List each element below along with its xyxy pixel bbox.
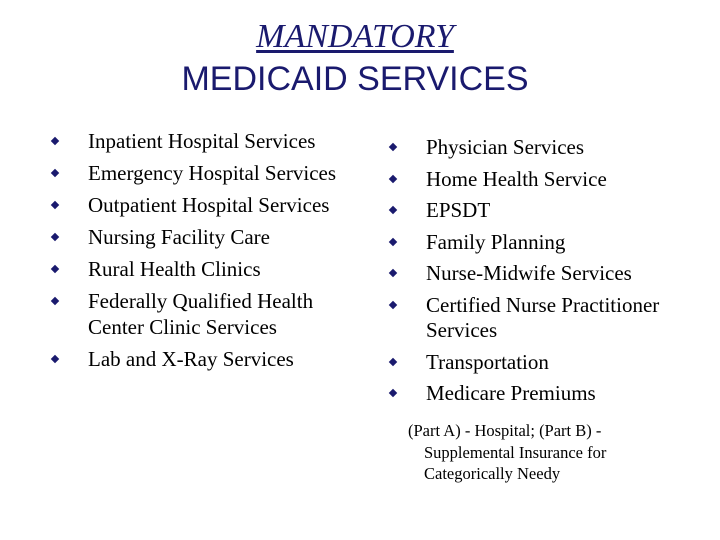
list-item-text: Physician Services <box>426 135 585 159</box>
diamond-bullet-icon <box>389 300 397 308</box>
list-item-text: Nurse-Midwife Services <box>426 261 632 285</box>
list-item-text: Nursing Facility Care <box>88 225 270 249</box>
list-item-text: Inpatient Hospital Services <box>88 129 316 153</box>
list-item <box>390 167 700 193</box>
list-item <box>390 198 700 224</box>
slide-title-line2 <box>0 60 720 99</box>
title-mandatory: MANDATORY <box>256 18 454 55</box>
list-item <box>52 289 352 340</box>
list-item-text: Certified Nurse Practitioner Services <box>426 292 660 342</box>
list-item-text: Home Health Service <box>426 166 607 191</box>
list-item-text: Federally Qualified Health Center Clinic Services <box>88 289 314 339</box>
diamond-bullet-icon <box>389 143 397 151</box>
diamond-bullet-icon <box>389 269 397 277</box>
medicare-premiums-note <box>408 420 698 484</box>
diamond-bullet-icon <box>51 297 59 305</box>
note-line-2: Supplemental Insurance for <box>424 443 607 462</box>
list-item <box>52 225 352 251</box>
list-item-text: Transportation <box>426 349 549 374</box>
list-item <box>52 347 352 373</box>
title-medicaid-services: MEDICAID SERVICES <box>181 60 529 98</box>
list-item <box>52 257 352 283</box>
list-item-text: Lab and X-Ray Services <box>88 346 294 371</box>
right-services-list <box>390 135 700 413</box>
list-item <box>390 381 700 407</box>
list-item <box>52 161 352 187</box>
list-item-text: Medicare Premiums <box>426 381 596 405</box>
diamond-bullet-icon <box>51 169 59 177</box>
list-item-text: EPSDT <box>426 198 491 222</box>
diamond-bullet-icon <box>51 201 59 209</box>
diamond-bullet-icon <box>389 206 397 214</box>
diamond-bullet-icon <box>389 389 397 397</box>
list-item-text: Family Planning <box>426 229 566 254</box>
list-item <box>390 135 700 161</box>
note-line-1: (Part A) - Hospital; (Part B) - <box>408 421 602 440</box>
diamond-bullet-icon <box>389 237 397 245</box>
note-line-3: Categorically Needy <box>424 464 561 483</box>
diamond-bullet-icon <box>51 265 59 273</box>
list-item <box>390 261 700 287</box>
list-item-text: Emergency Hospital Services <box>88 161 337 185</box>
diamond-bullet-icon <box>51 137 59 145</box>
list-item <box>52 193 352 219</box>
list-item-text: Rural Health Clinics <box>88 257 261 281</box>
diamond-bullet-icon <box>389 174 397 182</box>
list-item <box>390 293 700 344</box>
list-item-text: Outpatient Hospital Services <box>88 193 330 217</box>
list-item <box>52 129 352 155</box>
slide-title-line1 <box>0 18 720 56</box>
list-item <box>390 350 700 376</box>
diamond-bullet-icon <box>51 354 59 362</box>
list-item <box>390 230 700 256</box>
diamond-bullet-icon <box>51 233 59 241</box>
diamond-bullet-icon <box>389 357 397 365</box>
left-services-list <box>52 129 352 379</box>
